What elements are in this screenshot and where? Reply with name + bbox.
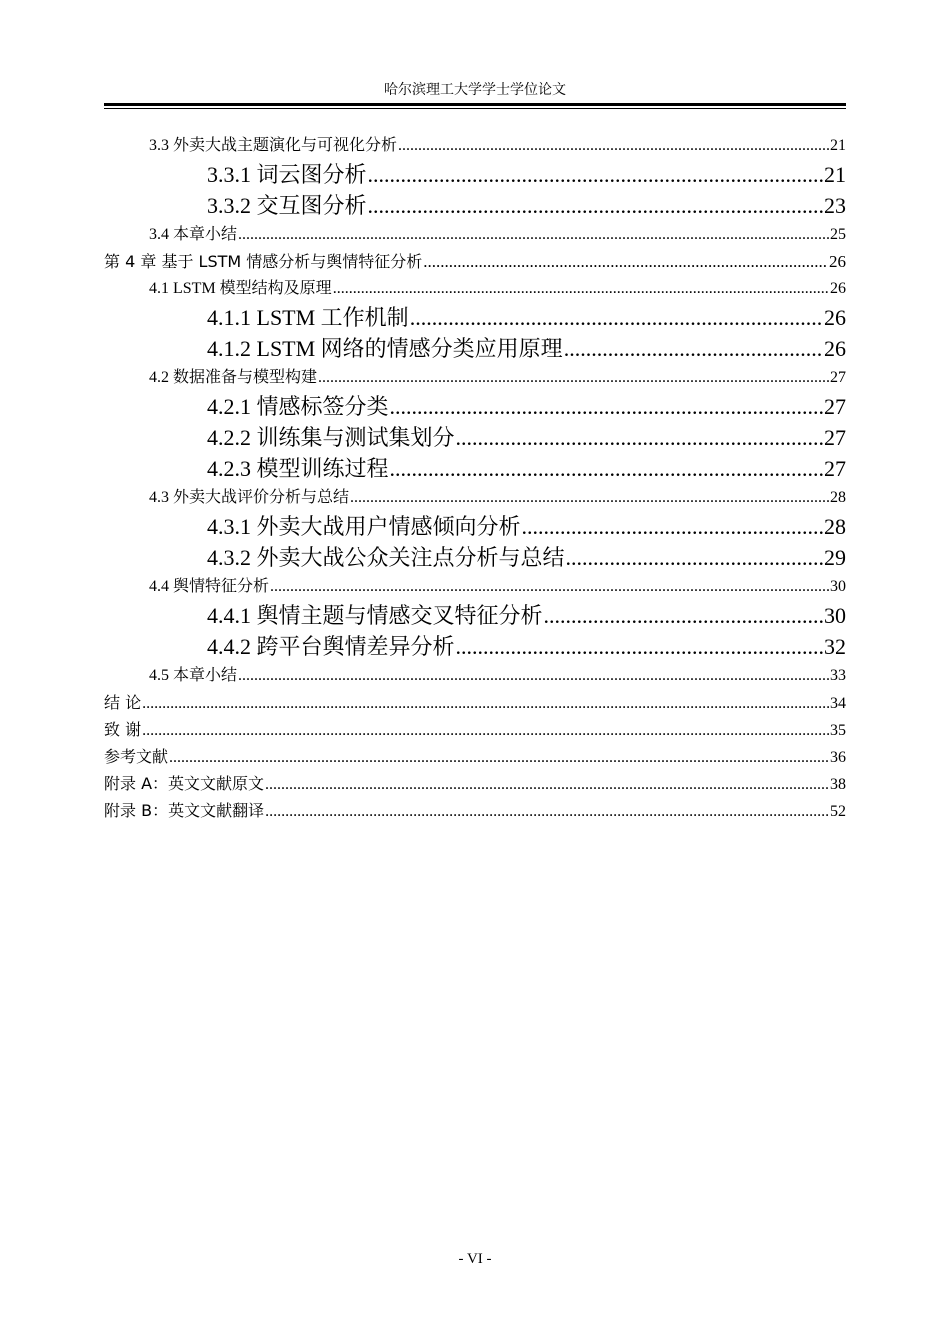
toc-entry-title: 4.1 LSTM 模型结构及原理 (149, 280, 332, 297)
toc-entry-page: 26 (830, 280, 846, 297)
toc-entry-page: 30 (824, 603, 846, 628)
toc-entry-page: 52 (830, 803, 846, 820)
toc-entry-title: 参考文献 (104, 747, 169, 766)
running-header-title: 哈尔滨理工大学学士学位论文 (384, 83, 566, 98)
toc-entry-title: 第 4 章 基于 LSTM 情感分析与舆情特征分析 (104, 252, 423, 271)
toc-entry[interactable] (104, 453, 846, 484)
header-rule-thin (104, 108, 846, 109)
toc-dot-leader (456, 422, 823, 453)
toc-entry-title: 4.4.2 跨平台舆情差异分析 (207, 634, 455, 659)
toc-entry[interactable] (104, 797, 846, 824)
toc-entry-title: 4.5 本章小结 (149, 667, 238, 684)
toc-dot-leader (238, 662, 829, 689)
toc-entry-title: 附录 B：英文文献翻译 (104, 801, 265, 820)
table-of-contents (104, 132, 846, 824)
toc-entry[interactable] (104, 484, 846, 511)
toc-entry-title: 4.2.2 训练集与测试集划分 (207, 425, 455, 450)
toc-entry-page: 28 (830, 489, 846, 506)
toc-entry[interactable] (104, 542, 846, 573)
toc-dot-leader (265, 771, 829, 798)
toc-dot-leader (566, 542, 823, 573)
toc-entry-page: 34 (830, 695, 846, 712)
toc-entry-page: 27 (830, 369, 846, 386)
toc-entry-page: 33 (830, 667, 846, 684)
toc-dot-leader (142, 717, 829, 744)
toc-entry-page: 27 (824, 456, 846, 481)
toc-dot-leader (350, 484, 829, 511)
toc-entry-page: 21 (830, 137, 846, 154)
toc-entry[interactable] (104, 631, 846, 662)
toc-entry[interactable] (104, 275, 846, 302)
toc-dot-leader (318, 364, 829, 391)
toc-entry[interactable] (104, 333, 846, 364)
toc-entry-title: 3.3 外卖大战主题演化与可视化分析 (149, 137, 398, 154)
toc-entry[interactable] (104, 689, 846, 716)
toc-dot-leader (456, 631, 823, 662)
toc-entry-title: 4.3.2 外卖大战公众关注点分析与总结 (207, 545, 565, 570)
toc-entry-page: 27 (824, 425, 846, 450)
toc-entry-page: 21 (824, 162, 846, 187)
toc-dot-leader (410, 302, 823, 333)
toc-dot-leader (368, 190, 823, 221)
toc-entry[interactable] (104, 743, 846, 770)
toc-entry-page: 29 (824, 545, 846, 570)
toc-entry[interactable] (104, 662, 846, 689)
toc-entry[interactable] (104, 221, 846, 248)
toc-entry[interactable] (104, 302, 846, 333)
toc-entry-title: 4.4 舆情特征分析 (149, 578, 270, 595)
toc-entry-title: 4.3 外卖大战评价分析与总结 (149, 489, 350, 506)
toc-entry-title: 结 论 (104, 693, 142, 712)
toc-entry-title: 3.3.2 交互图分析 (207, 193, 367, 218)
toc-entry-page: 27 (824, 394, 846, 419)
toc-dot-leader (564, 333, 823, 364)
toc-entry-page: 25 (830, 226, 846, 243)
toc-dot-leader (390, 391, 823, 422)
page-number: - VI - (458, 1251, 492, 1267)
toc-dot-leader (270, 573, 829, 600)
toc-entry-page: 38 (830, 776, 846, 793)
toc-entry-page: 30 (830, 578, 846, 595)
toc-entry-title: 4.2.1 情感标签分类 (207, 394, 389, 419)
toc-entry-title: 3.4 本章小结 (149, 226, 238, 243)
header-rule-thick (104, 103, 846, 106)
toc-dot-leader (423, 248, 828, 275)
toc-dot-leader (238, 221, 829, 248)
toc-dot-leader (142, 690, 829, 717)
toc-dot-leader (265, 798, 829, 825)
toc-entry[interactable] (104, 422, 846, 453)
toc-entry-title: 4.1.1 LSTM 工作机制 (207, 305, 409, 330)
toc-entry-title: 附录 A：英文文献原文 (104, 774, 265, 793)
toc-entry[interactable] (104, 159, 846, 190)
toc-entry[interactable] (104, 190, 846, 221)
toc-entry-title: 4.2 数据准备与模型构建 (149, 369, 318, 386)
toc-entry-title: 4.4.1 舆情主题与情感交叉特征分析 (207, 603, 543, 628)
toc-entry-title: 4.3.1 外卖大战用户情感倾向分析 (207, 514, 521, 539)
toc-dot-leader (169, 744, 829, 771)
toc-entry[interactable] (104, 248, 846, 275)
toc-entry-page: 28 (824, 514, 846, 539)
toc-entry-page: 35 (830, 722, 846, 739)
toc-entry-page: 26 (824, 336, 846, 361)
toc-entry[interactable] (104, 132, 846, 159)
toc-entry-title: 4.1.2 LSTM 网络的情感分类应用原理 (207, 336, 563, 361)
toc-dot-leader (398, 132, 829, 159)
toc-entry[interactable] (104, 600, 846, 631)
toc-entry[interactable] (104, 364, 846, 391)
toc-entry[interactable] (104, 770, 846, 797)
toc-entry[interactable] (104, 716, 846, 743)
toc-entry-page: 26 (829, 252, 846, 271)
toc-entry-title: 致 谢 (104, 720, 142, 739)
toc-entry-title: 3.3.1 词云图分析 (207, 162, 367, 187)
toc-entry-page: 23 (824, 193, 846, 218)
toc-dot-leader (544, 600, 823, 631)
toc-entry-page: 32 (824, 634, 846, 659)
toc-entry-page: 26 (824, 305, 846, 330)
toc-entry-page: 36 (830, 749, 846, 766)
toc-entry[interactable] (104, 511, 846, 542)
toc-entry-title: 4.2.3 模型训练过程 (207, 456, 389, 481)
toc-dot-leader (368, 159, 823, 190)
toc-entry[interactable] (104, 573, 846, 600)
toc-dot-leader (522, 511, 823, 542)
toc-entry[interactable] (104, 391, 846, 422)
toc-dot-leader (390, 453, 823, 484)
toc-dot-leader (333, 275, 829, 302)
